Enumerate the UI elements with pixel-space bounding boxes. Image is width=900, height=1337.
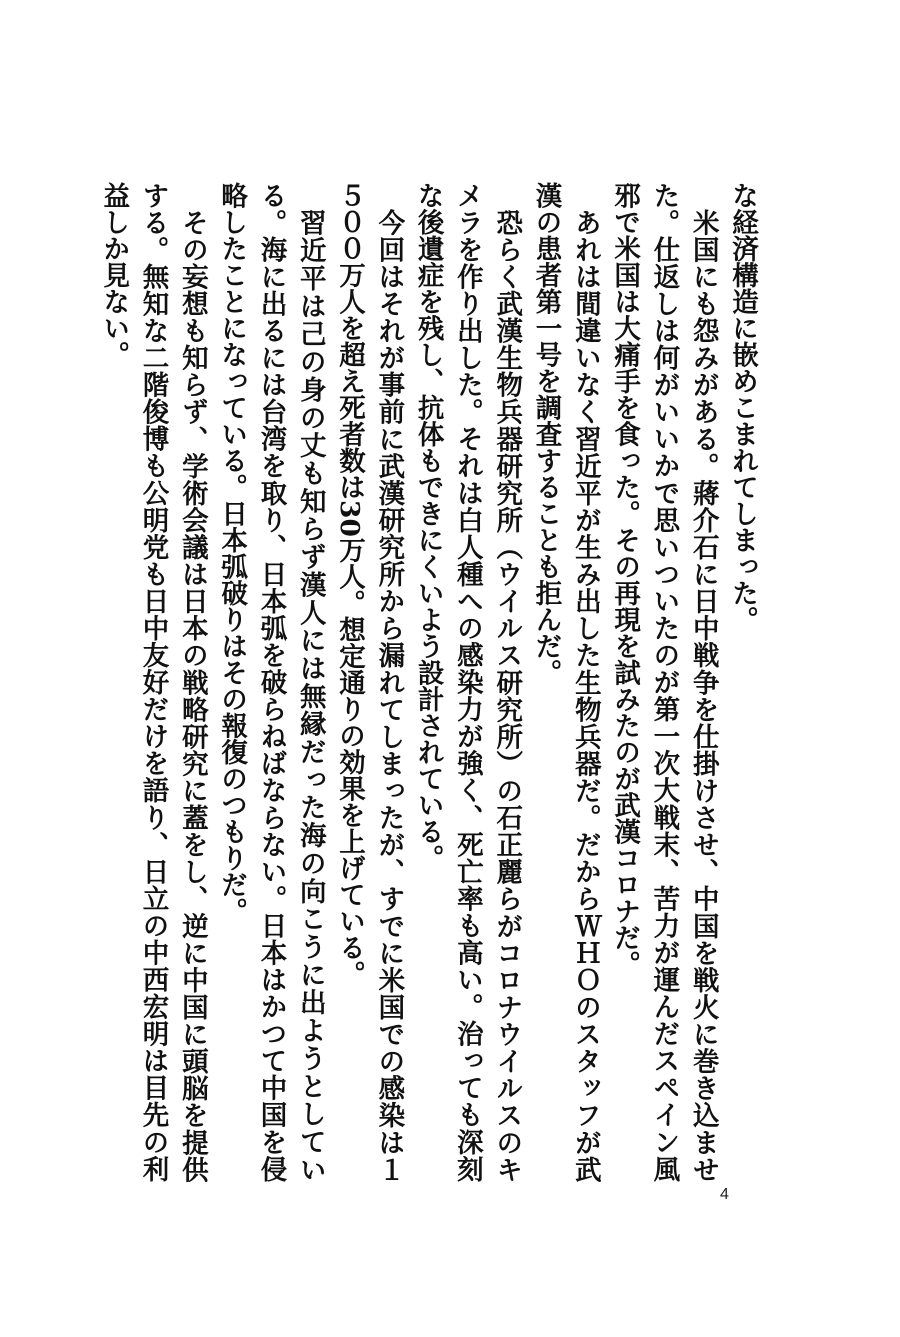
page-number: 4 (720, 1186, 729, 1203)
paragraph-5: 今回はそれが事前に武漢研究所から漏れてしまったが、すでに米国での感染は１５００万人を超え死者数は30万人。想定通りの効果を上げている。 (334, 182, 405, 1182)
paragraph-7: その妄想も知らず、学術会議は日本の戦略研究に蓋をし、逆に中国に頭脳を提供する。無知な二階俊博も公明党も日中友好だけを語り、日立の中西宏明は目先の利益しか見ない。 (98, 182, 208, 1182)
paragraph-2: 米国にも怨みがある。蔣介石に日中戦争を仕掛けさせ、中国を戦火に巻き込ませた。仕返しは何がいいかで思いついたのが第一次大戦末、苦力が運んだスペイン風邪で米国は大痛手を食った。その再現を試みたのが武漢コロナだ。 (609, 182, 719, 1182)
paragraph-4: 恐らく武漢生物兵器研究所（ウイルス研究所）の石正麗らがコロナウイルスのキメラを作り出した。それは白人種への感染力が強く、死亡率も高い。治っても深刻な後遺症を残し、抗体もできにくいよう設計されている。 (412, 182, 523, 1182)
paragraph-3: あれは間違いなく習近平が生み出した生物兵器だ。だからＷＨＯのスタッフが武漢の患者第一号を調査することも拒んだ。 (530, 182, 601, 1182)
paragraph-6: 習近平は己の身の丈も知らず漢人には無縁だった海の向こうに出ようとしている。海に出るには台湾を取り、日本弧を破らねばならない。日本はかつて中国を侵略したことになっている。日本弧破りはその報復のつもりだ。 (216, 182, 326, 1182)
vertical-text-body (98, 182, 762, 1182)
paragraph-1: な経済構造に嵌めこまれてしまった。 (727, 182, 758, 633)
